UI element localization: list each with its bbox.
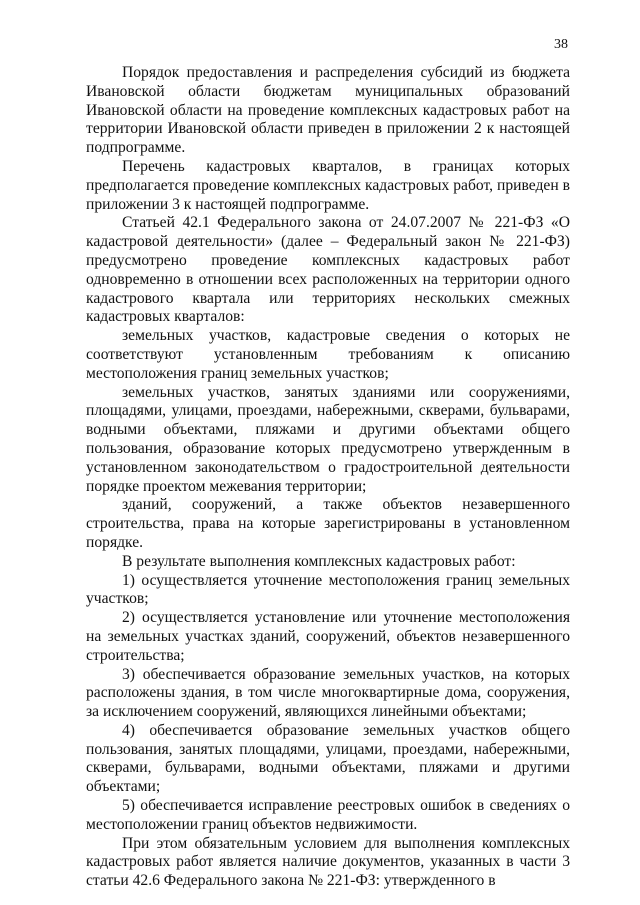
paragraph-cadastral-quarters: Перечень кадастровых кварталов, в границах которых предполагается проведение комплексных кадастровых работ, приведен в приложении 3 к настоящей подпрограмме. [86,157,570,213]
paragraph-buildings-structures: зданий, сооружений, а также объектов незавершенного строительства, права на которые зарегистрированы в установленном порядке. [86,496,570,551]
paragraph-article-42-1: Статьей 42.1 Федерального закона от 24.07.2007 № 221-ФЗ «О кадастровой деятельности» (далее – Федеральный закон № 221-ФЗ) предусмотрено проведение комплексных кадастровых работ одновременно в отношении всех расположенных на территории одного кадастрового квартала или территориях нескольких смежных кадастровых кварталов: [86,214,570,326]
list-item-1: 1) осуществляется уточнение местоположения границ земельных участков; [86,571,570,608]
page-number: 38 [554,37,568,52]
body-text [86,64,570,891]
paragraph-mandatory-condition: При этом обязательным условием для выполнения комплексных кадастровых работ является наличие документов, указанных в части 3 статьи 42.6 Федерального закона № 221-ФЗ: утвержденного в [86,834,570,890]
paragraph-subsidy-procedure: Порядок предоставления и распределения субсидий из бюджета Ивановской области бюджетам муниципальных образований Ивановской области на проведение комплексных кадастровых работ на территории Ивановской области приведен в приложении 2 к настоящей подпрограмме. [86,64,570,157]
list-item-4: 4) обеспечивается образование земельных участков общего пользования, занятых площадями, улицами, проездами, набережными, скверами, бульварами, водными объектами, пляжами и другими объектами; [86,721,570,796]
list-item-2: 2) осуществляется установление или уточнение местоположения на земельных участках зданий, сооружений, объектов незавершенного строительства; [86,609,570,664]
list-item-5: 5) обеспечивается исправление реестровых ошибок в сведениях о местоположении границ объектов недвижимости. [86,797,570,833]
list-item-3: 3) обеспечивается образование земельных участков, на которых расположены здания, в том числе многоквартирные дома, сооружения, за исключением сооружений, являющихся линейными объектами; [86,665,570,721]
paragraph-land-plots-public-use: земельных участков, занятых зданиями или сооружениями, площадями, улицами, проездами, набережными, скверами, бульварами, водными объектами, пляжами и другими объектами общего пользования, образование которых предусмотрено утвержденным в установленном законодательством о градостроительной деятельности порядке проектом межевания территории; [86,383,570,495]
paragraph-land-plots-noncompliant: земельных участков, кадастровые сведения о которых не соответствуют установленным требованиям к описанию местоположения границ земельных участков; [86,327,570,382]
paragraph-results-intro: В результате выполнения комплексных кадастровых работ: [122,552,516,570]
